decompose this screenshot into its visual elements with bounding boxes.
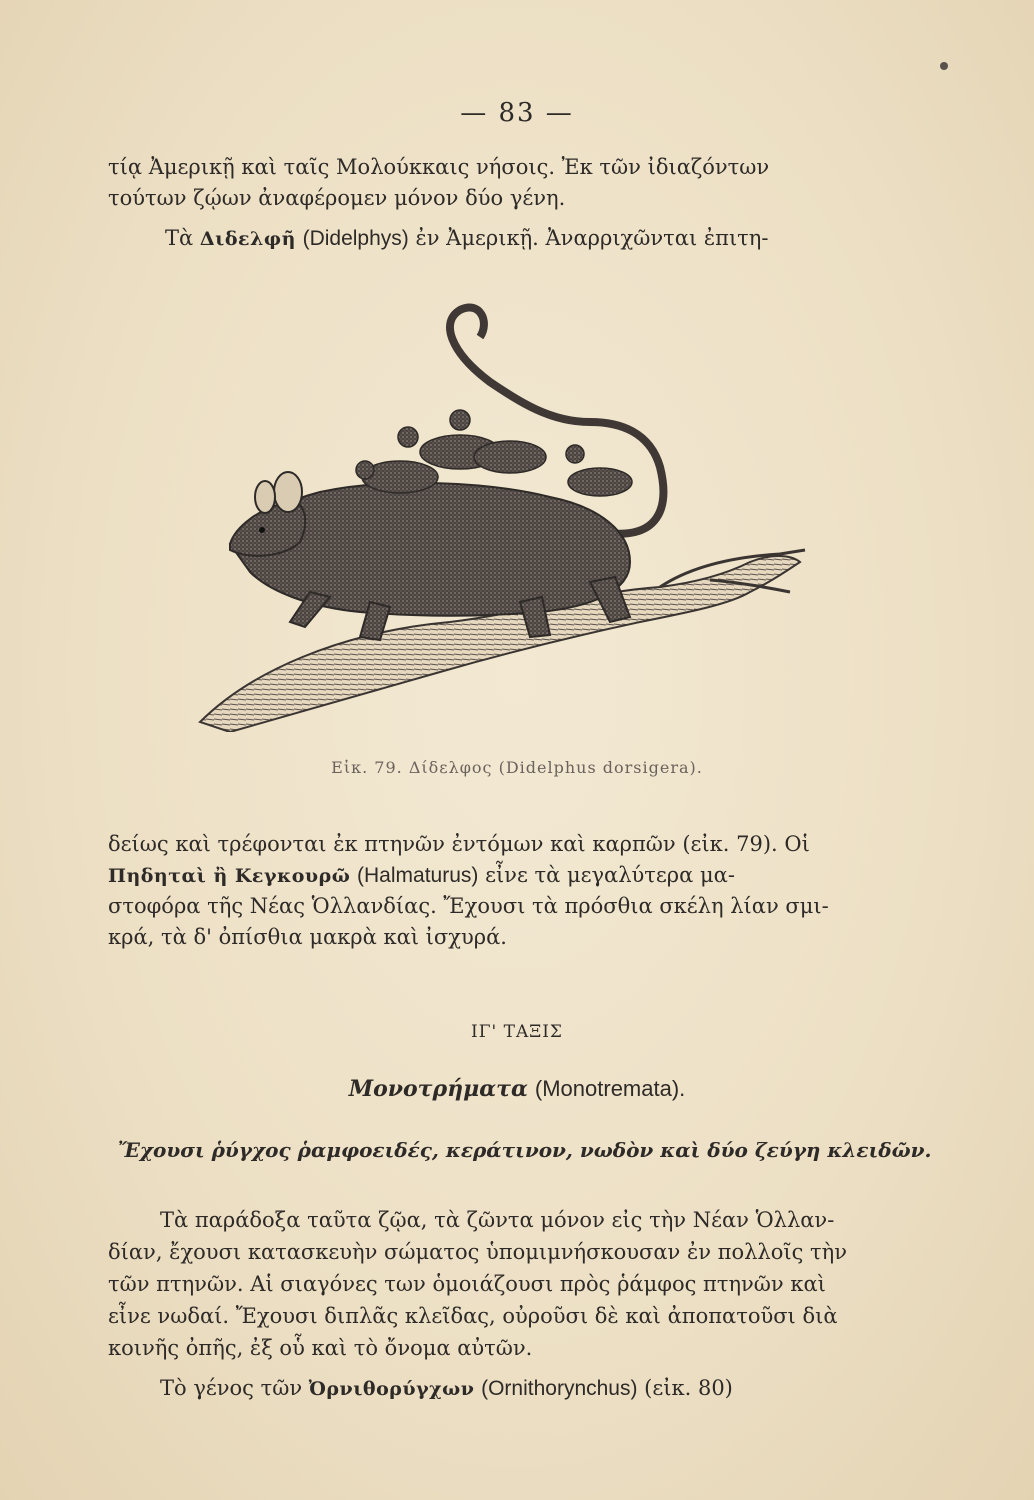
- paragraph3-line2-rest: εἶνε τὰ μεγαλύτερα μα-: [485, 863, 735, 887]
- paragraph4-line4: εἶνε νωδαί. Ἔχουσι διπλᾶς κλεῖδας, οὐροῦσι δὲ καὶ ἀποπατοῦσι διὰ: [108, 1304, 838, 1328]
- paragraph3-line4: κρά, τὰ δ' ὀπίσθια μακρὰ καὶ ἰσχυρά.: [108, 925, 507, 949]
- paragraph4-line2: δίαν, ἔχουσι κατασκευὴν σώματος ὑπομιμνήσκουσαν ἐν πολλοῖς τὴν: [108, 1240, 848, 1264]
- paragraph3-line3: στοφόρα τῆς Νέας Ὁλλανδίας. Ἔχουσι τὰ πρόσθια σκέλη λίαν σμι-: [108, 894, 829, 918]
- paragraph4-line3: τῶν πτηνῶν. Αἱ σιαγόνες των ὁμοιάζουσι πρὸς ῥάμφος πτηνῶν καὶ: [108, 1272, 826, 1296]
- didelphys-latin: (Didelphys): [302, 227, 409, 250]
- figure-reference: (εἰκ. 80): [644, 1376, 733, 1400]
- section-title: ΙΓ' ΤΑΞΙΣ: [471, 1022, 563, 1042]
- paragraph4-line5: κοινῆς ὀπῆς, ἐξ οὗ καὶ τὸ ὄνομα αὐτῶν.: [108, 1336, 533, 1360]
- paragraph3-line2: [108, 865, 878, 886]
- ornithorynchus-latin: (Ornithorynchus): [481, 1377, 638, 1400]
- figure-caption: Εἰκ. 79. Δίδελφος (Didelphus dorsigera).: [331, 758, 703, 777]
- paragraph2-prefix: Τὰ: [165, 226, 194, 250]
- opossum-illustration: [190, 292, 810, 732]
- paragraph5-prefix: Τὸ γένος τῶν: [160, 1376, 303, 1400]
- paragraph1-line2: τούτων ζῴων ἀναφέρομεν μόνον δύο γένη.: [108, 186, 566, 210]
- order-title: [0, 1076, 1034, 1102]
- didelphys-name: Διδελφῆ: [199, 228, 296, 250]
- paragraph3-line1: δείως καὶ τρέφονται ἐκ πτηνῶν ἐντόμων καὶ καρπῶν (εἰκ. 79). Οἱ: [108, 832, 810, 856]
- paragraph4-line1: Τὰ παράδοξα ταῦτα ζῷα, τὰ ζῶντα μόνον εἰς τὴν Νέαν Ὁλλαν-: [160, 1208, 835, 1232]
- order-greek: Μονοτρήματα: [348, 1076, 528, 1102]
- paragraph2-rest: ἐν Ἀμερικῇ. Ἀναρριχῶνται ἐπιτη-: [415, 226, 769, 250]
- diagnosis-line: Ἔχουσι ῥύγχος ῥαμφοειδές, κεράτινον, νωδὸν καὶ δύο ζεύγη κλειδῶν.: [118, 1138, 932, 1162]
- order-latin: (Monotremata).: [534, 1076, 686, 1101]
- ink-spot: [940, 62, 948, 70]
- ornithorynchus-greek: Ὀρνιθορύγχων: [308, 1378, 475, 1400]
- paragraph2-line: [165, 228, 885, 249]
- page-number: — 83 —: [460, 98, 574, 128]
- paragraph1-line1: τίᾳ Ἀμερικῇ καὶ ταῖς Μολούκκαις νήσοις. Ἐκ τῶν ἰδιαζόντων: [108, 155, 770, 179]
- halmaturus-latin: (Halmaturus): [357, 864, 479, 887]
- paragraph5-line: [160, 1378, 880, 1399]
- kangaroo-name: Πηδηταὶ ἢ Κεγκουρῶ: [108, 865, 351, 887]
